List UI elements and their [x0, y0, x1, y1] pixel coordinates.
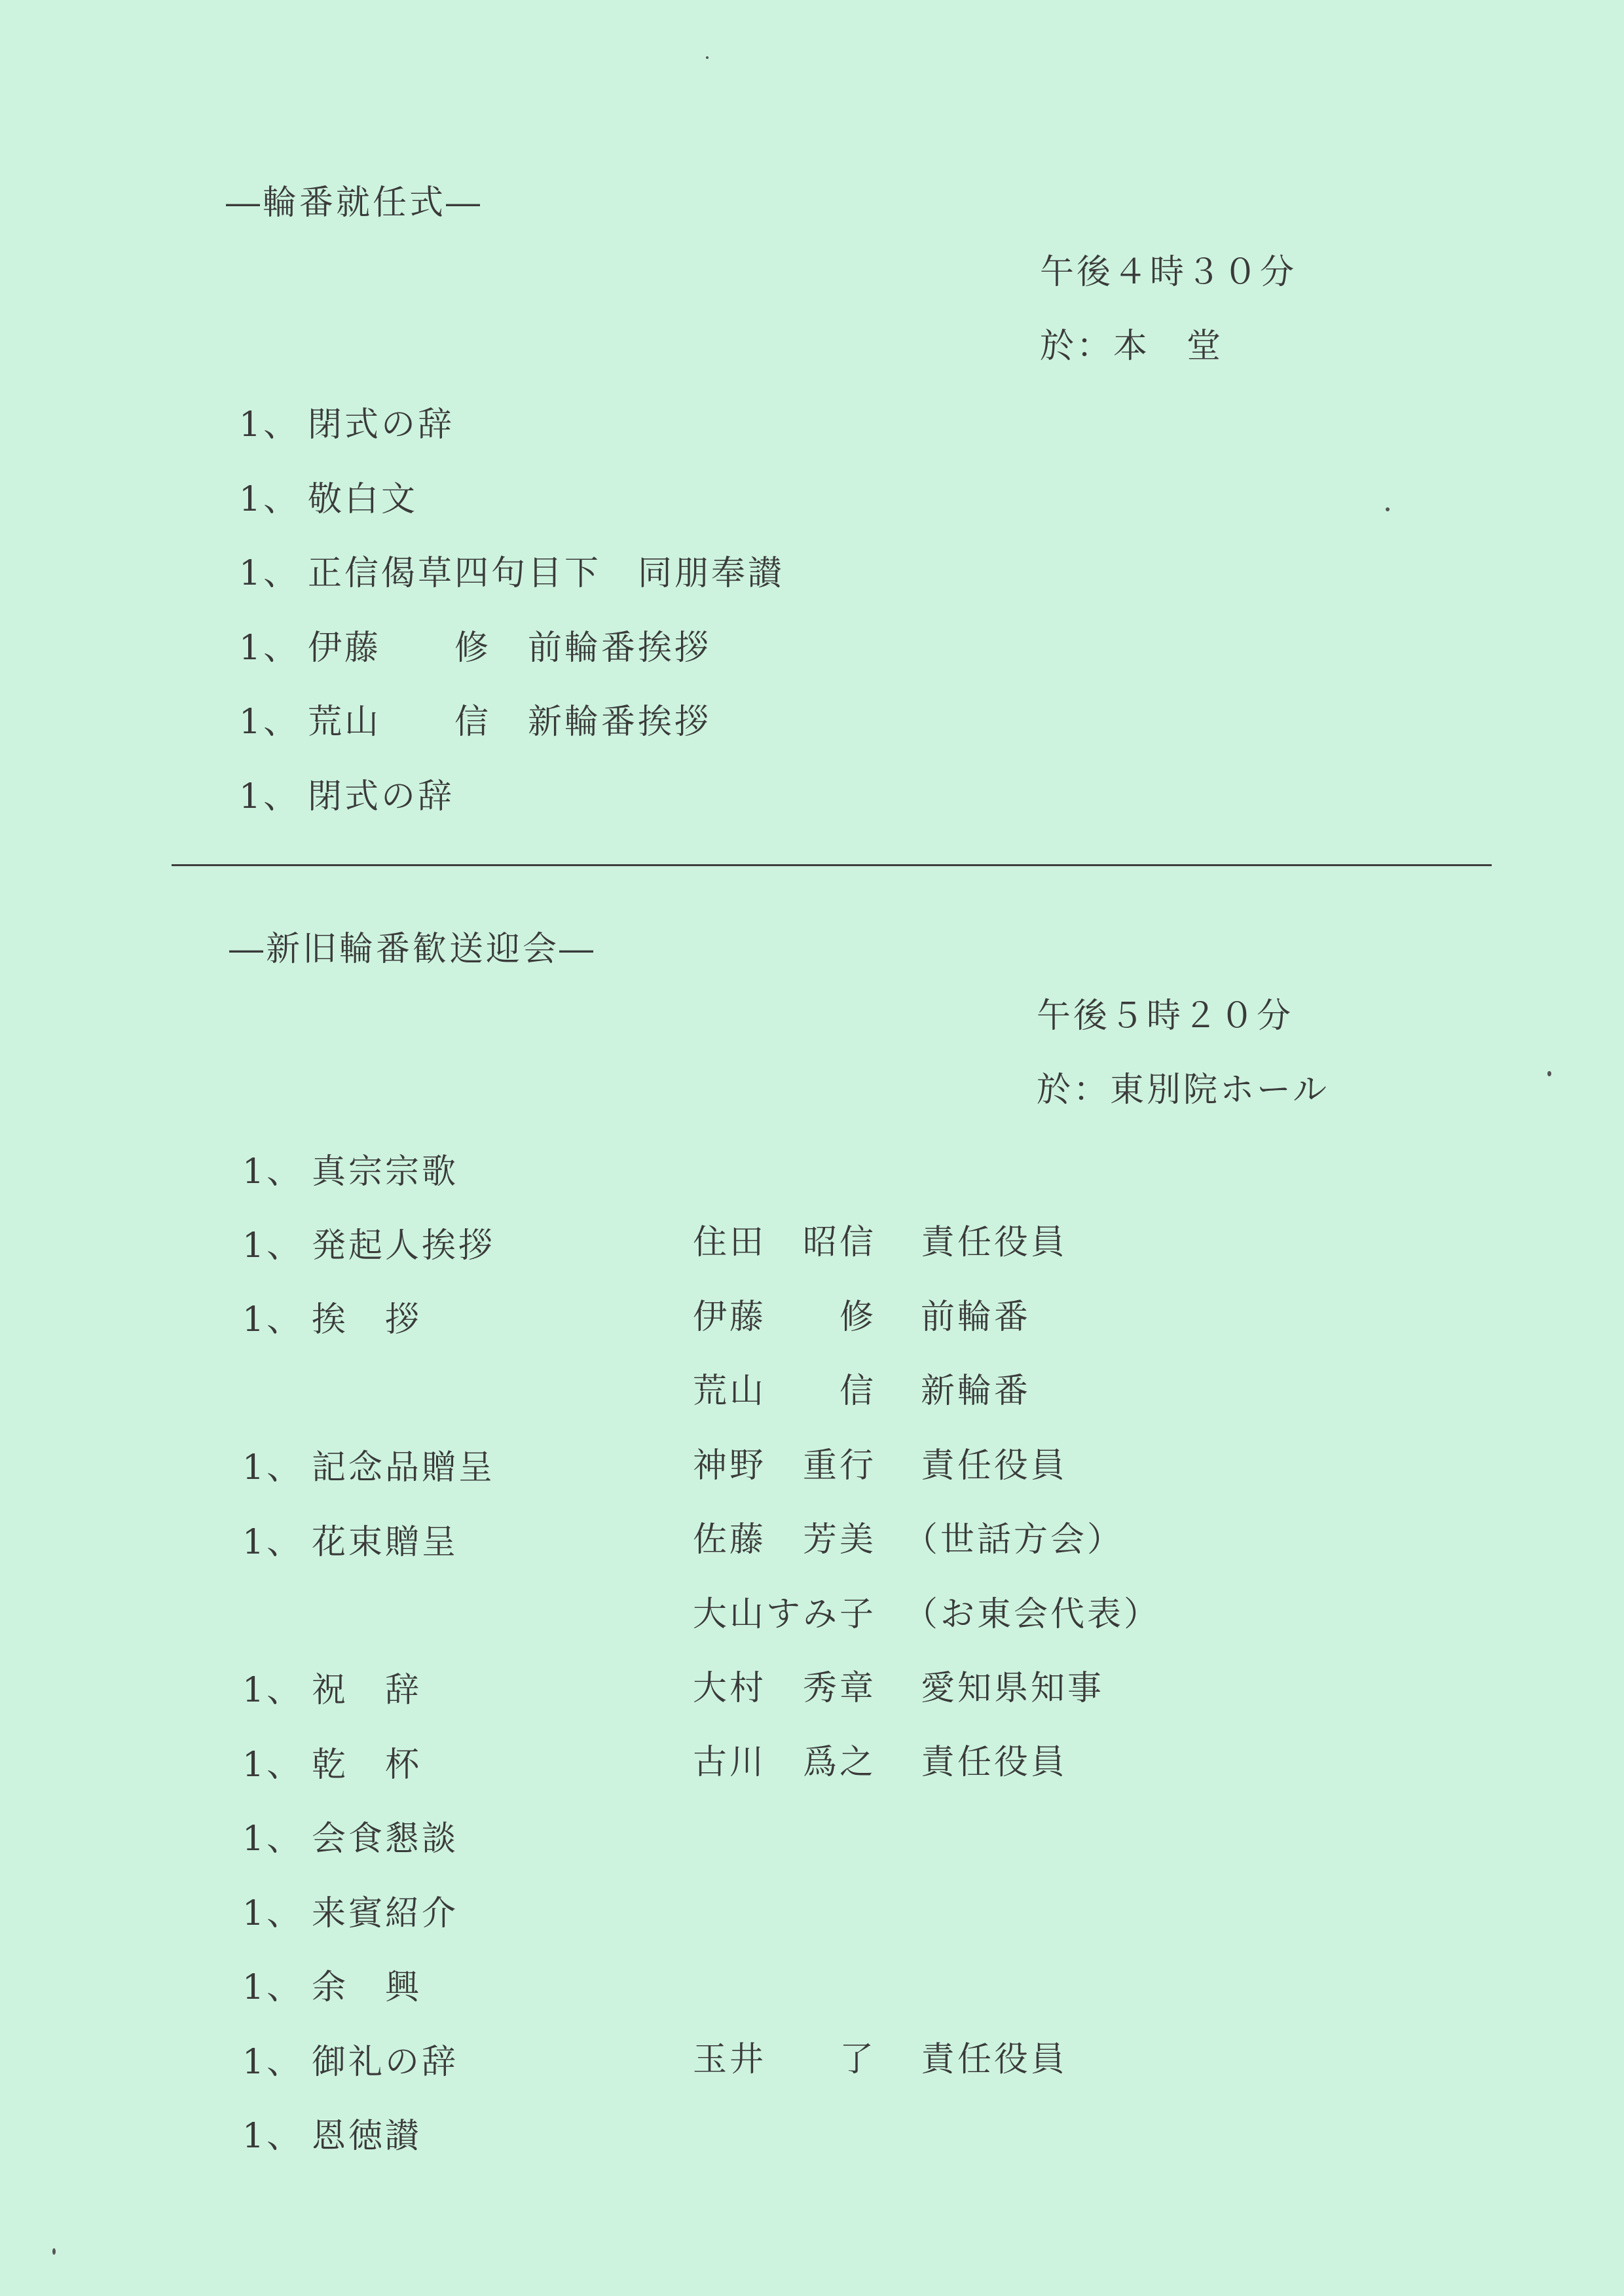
reception-item-label: 余 興: [312, 1968, 422, 2007]
reception-item-num: 1、: [242, 1745, 304, 1785]
ceremony-item-num: 1、: [239, 554, 301, 593]
reception-item-role: 責任役員: [921, 1223, 1068, 1262]
reception-item-num: 1、: [242, 1226, 304, 1266]
reception-item-num: 1、: [242, 2043, 304, 2082]
ceremony-time: 午後４時３０分: [1040, 253, 1297, 292]
reception-item-role: （お東会代表）: [904, 1595, 1161, 1634]
reception-item-label: 恩徳讃: [312, 2117, 422, 2156]
reception-item-label: 乾 杯: [312, 1745, 422, 1785]
ceremony-item-num: 1、: [239, 480, 301, 519]
ceremony-item-label: 伊藤 修 前輪番挨拶: [308, 629, 712, 668]
reception-item-num: 1、: [242, 2117, 304, 2156]
ceremony-place: 於：本 堂: [1040, 327, 1224, 366]
section-divider: [172, 864, 1492, 866]
ceremony-item-num: 1、: [239, 405, 301, 445]
ceremony-item-label: 閉式の辞: [308, 405, 455, 445]
ceremony-item-label: 荒山 信 新輪番挨拶: [308, 702, 712, 742]
reception-item-num: 1、: [242, 1671, 304, 1710]
reception-item-person: 神野 重行: [693, 1446, 877, 1485]
reception-item-label: 花束贈呈: [312, 1523, 459, 1562]
ceremony-item-label: 敬白文: [308, 480, 418, 519]
reception-item-num: 1、: [242, 1819, 304, 1859]
reception-item-person: 伊藤 修: [693, 1298, 877, 1337]
scan-speck: [52, 2248, 56, 2255]
ceremony-item-num: 1、: [239, 629, 301, 668]
reception-item-role: 前輪番: [921, 1298, 1031, 1337]
reception-item-role: 責任役員: [921, 1446, 1068, 1485]
reception-item-person: 荒山 信: [693, 1372, 877, 1411]
reception-item-num: 1、: [242, 1448, 304, 1487]
reception-item-label: 挨 拶: [312, 1300, 422, 1339]
reception-item-label: 真宗宗歌: [312, 1152, 459, 1192]
ceremony-item-label: 正信偈草四句目下 同朋奉讃: [308, 554, 785, 593]
reception-item-role: 新輪番: [921, 1372, 1031, 1411]
reception-title: ―新旧輪番歓送迎会―: [229, 930, 597, 969]
reception-item-num: 1、: [242, 1152, 304, 1192]
ceremony-title: ―輪番就任式―: [226, 183, 483, 223]
reception-item-role: 責任役員: [921, 1743, 1068, 1782]
scan-speck: [706, 56, 709, 59]
ceremony-item-num: 1、: [239, 702, 301, 742]
reception-item-label: 会食懇談: [312, 1819, 459, 1859]
reception-item-role: （世話方会）: [904, 1520, 1124, 1559]
reception-item-person: 大村 秀章: [693, 1669, 877, 1708]
reception-time: 午後５時２０分: [1037, 996, 1294, 1036]
reception-item-role: 責任役員: [921, 2040, 1068, 2079]
reception-item-person: 住田 昭信: [693, 1223, 877, 1262]
reception-item-person: 大山すみ子: [693, 1595, 877, 1634]
reception-item-num: 1、: [242, 1523, 304, 1562]
reception-item-num: 1、: [242, 1300, 304, 1339]
reception-item-label: 御礼の辞: [312, 2043, 459, 2082]
reception-place: 於：東別院ホール: [1037, 1070, 1329, 1110]
reception-item-label: 発起人挨拶: [312, 1226, 496, 1266]
scan-speck: [1547, 1071, 1551, 1076]
reception-item-label: 記念品贈呈: [312, 1448, 496, 1487]
reception-item-label: 来賓紹介: [312, 1894, 459, 1933]
reception-item-num: 1、: [242, 1968, 304, 2007]
scan-speck: [1386, 507, 1390, 511]
reception-item-person: 玉井 了: [693, 2040, 877, 2079]
reception-item-person: 佐藤 芳美: [693, 1520, 877, 1559]
reception-item-person: 古川 爲之: [693, 1743, 877, 1782]
reception-item-label: 祝 辞: [312, 1671, 422, 1710]
ceremony-item-num: 1、: [239, 777, 301, 816]
reception-item-num: 1、: [242, 1894, 304, 1933]
reception-item-role: 愛知県知事: [921, 1669, 1105, 1708]
ceremony-item-label: 閉式の辞: [308, 777, 455, 816]
